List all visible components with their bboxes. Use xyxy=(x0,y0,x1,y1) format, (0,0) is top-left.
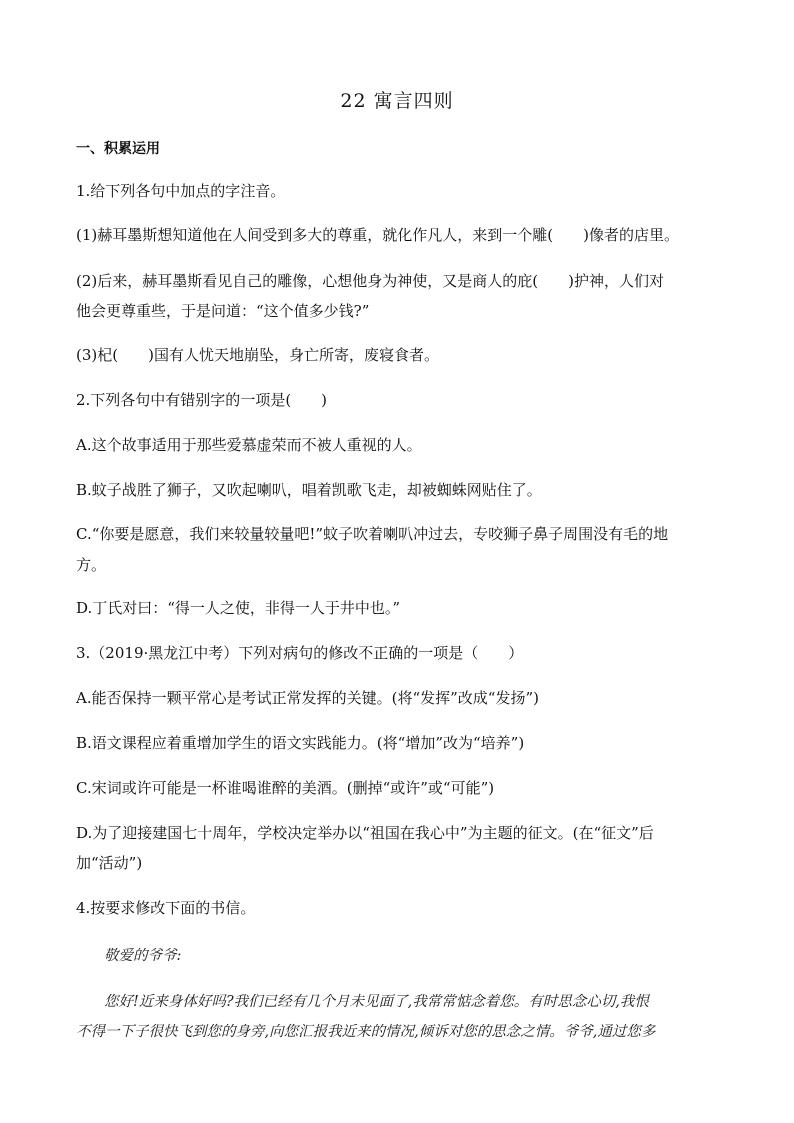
question-1: 1.给下列各句中加点的字注音。 xyxy=(76,182,286,200)
question-1-item-2: (2)后来，赫耳墨斯看见自己的雕像，心想他身为神使，又是商人的庇( )护神，人们对 xyxy=(76,272,664,290)
question-3-option-a: A.能否保持一颗平常心是考试正常发挥的关键。(将“发挥”改成“发扬”) xyxy=(76,689,539,707)
question-3-option-d: D.为了迎接建国七十周年，学校决定举办以“祖国在我心中”为主题的征文。(在“征文”后 xyxy=(76,824,654,842)
question-2-option-c-cont: 方。 xyxy=(76,556,107,574)
question-2-option-a: A.这个故事适用于那些爱慕虚荣而不被人重视的人。 xyxy=(76,436,422,454)
question-2: 2.下列各句中有错别字的一项是( ) xyxy=(76,391,328,409)
letter-body-line-2: 不得一下子很快飞到您的身旁,向您汇报我近来的情况,倾诉对您的思念之情。爷爷,通过您多 xyxy=(76,1024,656,1040)
letter-salutation: 敬爱的爷爷: xyxy=(104,948,182,964)
question-4: 4.按要求修改下面的书信。 xyxy=(76,899,256,917)
question-1-item-3: (3)杞( )国有人忧天地崩坠，身亡所寄，废寝食者。 xyxy=(76,346,439,364)
section-heading: 一、积累运用 xyxy=(76,141,160,157)
question-1-item-1: (1)赫耳墨斯想知道他在人间受到多大的尊重，就化作凡人，来到一个雕( )像者的店里。 xyxy=(76,226,679,244)
letter-body-line-1: 您好!近来身体好吗?我们已经有几个月未见面了,我常常惦念着您。有时思念心切,我恨 xyxy=(104,994,649,1010)
question-3: 3.（2019·黑龙江中考）下列对病句的修改不正确的一项是（ ） xyxy=(76,644,524,662)
question-2-option-d: D.丁氏对曰：“得一人之使，非得一人于井中也。” xyxy=(76,599,401,617)
question-3-option-b: B.语文课程应着重增加学生的语文实践能力。(将“增加”改为“培养”) xyxy=(76,734,525,752)
question-2-option-c: C.“你要是愿意，我们来较量较量吧!”蚊子吹着喇叭冲过去，专咬狮子鼻子周围没有毛的地 xyxy=(76,525,669,543)
question-3-option-d-cont: 加“活动”) xyxy=(76,854,143,872)
question-3-option-c: C.宋词或许可能是一杯谁喝谁醉的美酒。(删掉“或许”或“可能”) xyxy=(76,779,495,797)
question-1-item-2-cont: 他会更尊重些，于是问道：“这个值多少钱?” xyxy=(76,302,370,320)
question-2-option-b: B.蚊子战胜了狮子，又吹起喇叭，唱着凯歌飞走，却被蜘蛛网贴住了。 xyxy=(76,481,542,499)
page-title: 22 寓言四则 xyxy=(340,90,454,112)
